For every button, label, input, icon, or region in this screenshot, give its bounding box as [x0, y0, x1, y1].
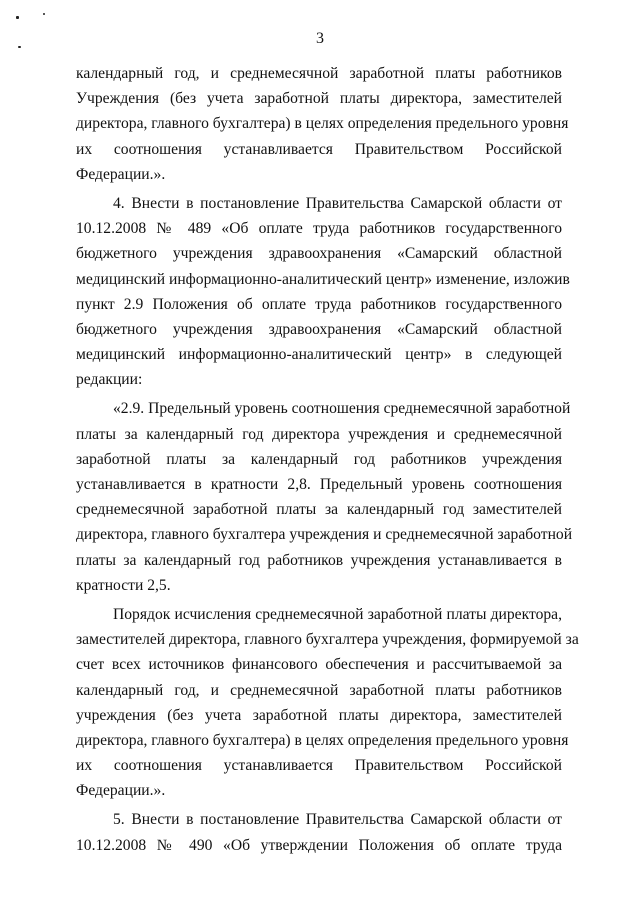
text-line: 10.12.2008 № 490 «Об утверждении Положения об оплате труда: [76, 836, 562, 854]
text-line: календарный год, и среднемесячной заработной платы работников: [76, 681, 562, 699]
paragraph-item-4: [76, 191, 570, 393]
text-line: кратности 2,5.: [76, 576, 171, 594]
text-line: заработной платы за календарный год работников учреждения: [76, 450, 562, 468]
text-line: директора, главного бухгалтера учреждения и среднемесячной заработной: [76, 526, 573, 544]
paragraph-procedure: [76, 602, 579, 804]
text-line: 5. Внести в постановление Правительства Самарской области от: [113, 811, 562, 829]
text-line: пункт 2.9 Положения об оплате труда работников государственного: [76, 295, 562, 313]
text-line: медицинский информационно-аналитический центр» в следующей: [76, 346, 562, 364]
paragraph-clause-2-9: [76, 396, 573, 598]
document-body: [76, 61, 579, 858]
text-line: директора, главного бухгалтера) в целях определения предельного уровня: [76, 731, 569, 749]
text-line: среднемесячной заработной платы за календарный год заместителей: [76, 501, 562, 519]
text-line: их соотношения устанавливается Правительством Российской: [76, 757, 562, 775]
page-number: 3: [316, 30, 324, 47]
text-line: устанавливается в кратности 2,8. Предельный уровень соотношения: [76, 476, 562, 493]
scan-speck: [16, 16, 19, 19]
text-line: редакции:: [76, 371, 143, 389]
text-line: календарный год, и среднемесячной заработной платы работников: [76, 65, 562, 82]
text-line: Федерации.».: [76, 165, 166, 183]
text-line: заместителей директора, главного бухгалтера учреждения, формируемой за: [76, 631, 579, 649]
text-line: бюджетного учреждения здравоохранения «Самарский областной: [76, 245, 562, 263]
text-line: Порядок исчисления среднемесячной заработной платы директора,: [113, 605, 562, 623]
text-line: счет всех источников финансового обеспечения и рассчитываемой за: [76, 656, 562, 674]
text-line: 10.12.2008 № 489 «Об оплате труда работников государственного: [76, 220, 562, 238]
paragraph-item-5: [76, 807, 562, 857]
text-line: «2.9. Предельный уровень соотношения среднемесячной заработной: [113, 400, 571, 418]
text-line: их соотношения устанавливается Правительством Российской: [76, 140, 562, 158]
paragraph-continuation: [76, 61, 569, 187]
text-line: платы за календарный год работников учреждения устанавливается в: [76, 551, 562, 569]
text-line: медицинский информационно-аналитический центр» изменение, изложив: [76, 270, 570, 288]
text-line: 4. Внести в постановление Правительства Самарской области от: [113, 194, 562, 212]
scan-speck: [43, 13, 45, 15]
text-line: Учреждения (без учета заработной платы директора, заместителей: [76, 90, 562, 108]
text-line: учреждения (без учета заработной платы директора, заместителей: [76, 706, 562, 724]
text-line: бюджетного учреждения здравоохранения «Самарский областной: [76, 320, 562, 338]
text-line: Федерации.».: [76, 782, 166, 800]
text-line: платы за календарный год директора учреждения и среднемесячной: [76, 425, 562, 443]
text-line: директора, главного бухгалтера) в целях определения предельного уровня: [76, 115, 569, 133]
